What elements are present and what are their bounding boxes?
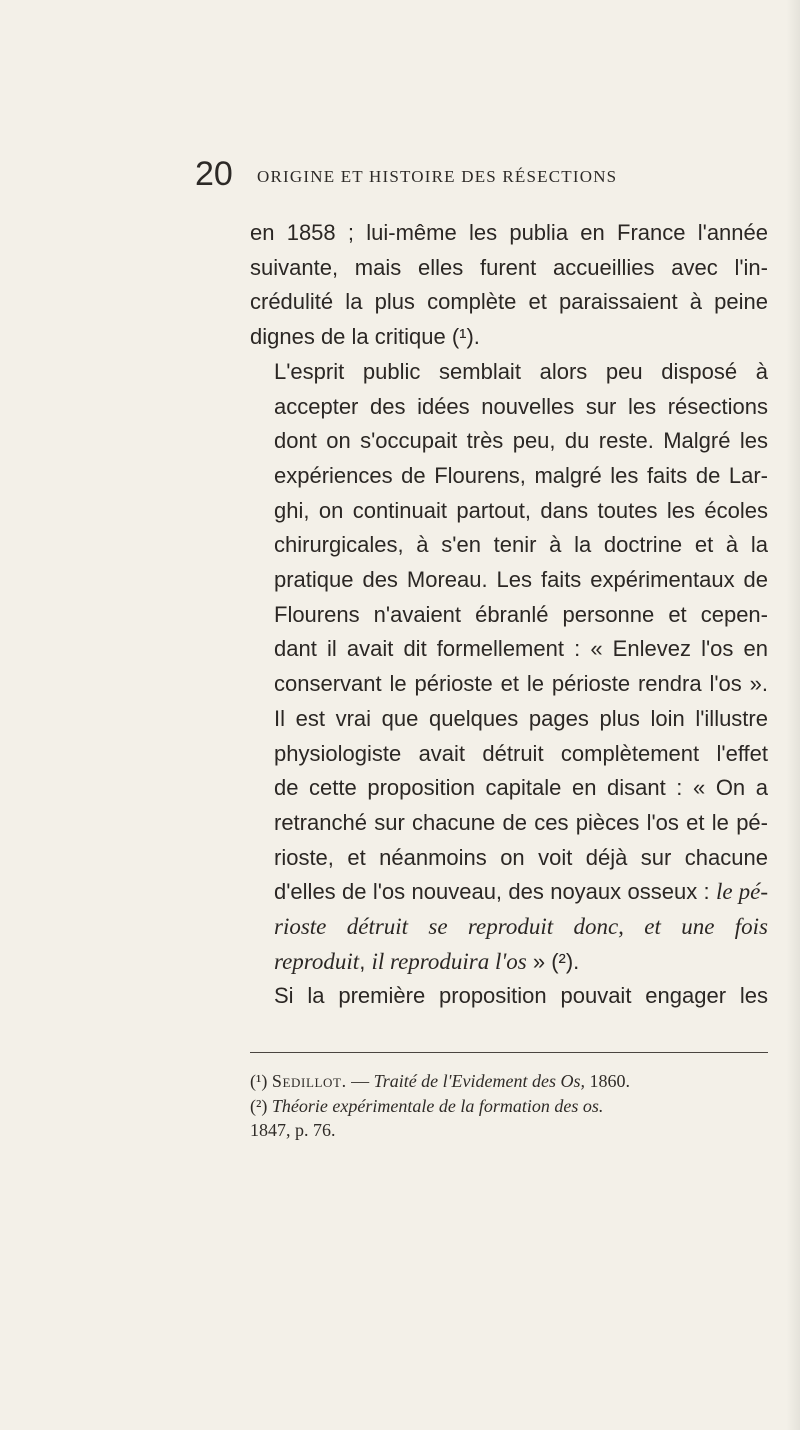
- text-line: conservant le périoste et le périoste rendra l'os ».: [274, 671, 768, 697]
- text-line: crédulité la plus complète et paraissaient à peine: [250, 289, 768, 315]
- footnote-author: Sedillot.: [271, 1071, 347, 1091]
- text-line: Si la première proposition pouvait engager les: [274, 983, 768, 1009]
- paragraph-3: [250, 979, 768, 1014]
- footnote-dash: —: [351, 1071, 370, 1091]
- text-line: de cette proposition capitale en disant : « On a: [274, 775, 768, 801]
- footnote-title: Théorie expérimentale de la formation des os.: [271, 1095, 604, 1116]
- text-line: [250, 945, 768, 980]
- text-line: dont on s'occupait très peu, du reste. Malgré les: [274, 428, 768, 454]
- footnote-mark: (²): [250, 1095, 268, 1116]
- footnote-ref-2: » (²).: [532, 948, 580, 974]
- page-edge-shadow: [786, 0, 800, 1430]
- footnote-year: 1860.: [589, 1071, 630, 1091]
- page-header: [195, 154, 775, 194]
- italic-quote: le pé-: [716, 879, 768, 905]
- text-line: accepter des idées nouvelles sur les résections: [274, 393, 768, 419]
- text-line: Il est vrai que quelques pages plus loin l'illustre: [274, 705, 768, 731]
- text-line: chirurgicales, à s'en tenir à la doctrine et à la: [274, 532, 768, 558]
- text-line: [250, 910, 768, 945]
- body-text: [250, 216, 768, 1014]
- footnote-separator: [250, 1052, 768, 1053]
- text-line: physiologiste avait détruit complètement l'effet: [274, 740, 768, 766]
- text-line: pratique des Moreau. Les faits expérimentaux de: [274, 567, 768, 593]
- text-line: [250, 320, 768, 355]
- text-line: expériences de Flourens, malgré les faits de Lar-: [274, 462, 768, 488]
- text-line: dant il avait dit formellement : « Enlevez l'os en: [274, 636, 768, 662]
- footnote-ref-1: (¹).: [451, 324, 480, 350]
- text-line: ghi, on continuait partout, dans toutes les écoles: [274, 497, 768, 523]
- text-fragment: d'elles de l'os nouveau, des noyaux osseux :: [274, 879, 710, 905]
- text-fragment: dignes de la critique: [250, 324, 446, 350]
- text-fragment: ,: [359, 948, 366, 974]
- text-line: [250, 875, 768, 910]
- italic-quote: il reproduira l'os: [371, 948, 527, 974]
- text-line: L'esprit public semblait alors peu disposé à: [274, 358, 768, 384]
- text-line: en 1858 ; lui-même les publia en France l'année: [250, 220, 768, 245]
- text-line: retranché sur chacune de ces pièces l'os et le pé-: [274, 809, 768, 835]
- paragraph-1: [250, 216, 768, 355]
- footnote-mark: (¹): [250, 1071, 268, 1091]
- page-number: 20: [195, 155, 233, 193]
- text-line: rioste, et néanmoins on voit déjà sur chacune: [274, 844, 768, 870]
- text-line: suivante, mais elles furent accueillies avec l'in-: [250, 254, 768, 280]
- footnote-2: [250, 1094, 768, 1119]
- italic-quote: reproduit: [274, 948, 360, 974]
- footnotes: [250, 1069, 768, 1143]
- paragraph-2: [250, 355, 768, 980]
- text-line: Flourens n'avaient ébranlé personne et cepen-: [274, 601, 768, 627]
- running-head: ORIGINE ET HISTOIRE DES RÉSECTIONS: [257, 167, 618, 186]
- footnote-2-continuation: 1847, p. 76.: [250, 1120, 336, 1140]
- footnote-1: [250, 1069, 768, 1094]
- italic-quote: rioste détruit se reproduit donc, et une fois: [274, 914, 768, 940]
- footnote-title: Traité de l'Evidement des Os,: [373, 1071, 585, 1091]
